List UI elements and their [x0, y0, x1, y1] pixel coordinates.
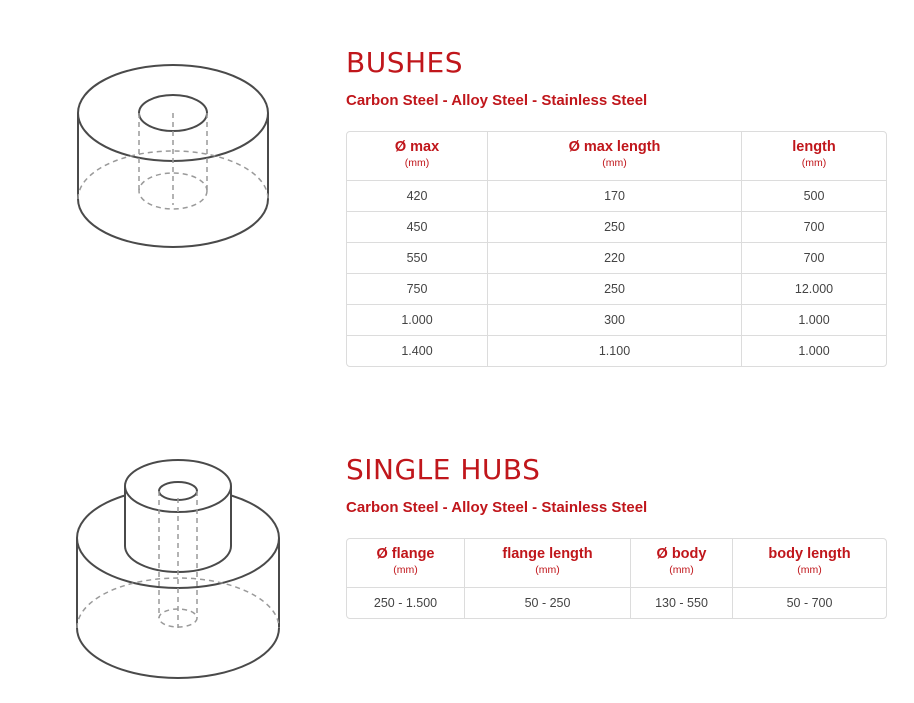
- table-cell: 1.000: [347, 305, 488, 336]
- table-cell: 420: [347, 181, 488, 212]
- table-row: [347, 274, 886, 305]
- single-hubs-table: [346, 538, 887, 619]
- table-cell: 550: [347, 243, 488, 274]
- column-header: Ø flange (mm): [347, 539, 465, 588]
- column-header: length (mm): [742, 132, 886, 181]
- table-cell: 1.000: [742, 305, 886, 336]
- column-header: Ø body (mm): [631, 539, 733, 588]
- table-cell: 50 - 700: [786, 596, 833, 610]
- bushes-subtitle: Carbon Steel - Alloy Steel - Stainless Steel: [346, 92, 648, 109]
- table-cell: 450: [347, 212, 488, 243]
- table-row: [347, 243, 886, 274]
- table-row: [347, 212, 886, 243]
- column-header: body length (mm): [733, 539, 886, 588]
- column-header: Ø max length (mm): [488, 132, 742, 181]
- table-cell: 1.400: [347, 336, 488, 366]
- bushes-title: BUSHES: [346, 46, 463, 79]
- column-header: flange length (mm): [465, 539, 631, 588]
- table-cell: 250 - 1.500: [347, 588, 465, 618]
- table-cell: 130 - 550: [631, 588, 733, 618]
- single-hubs-title: SINGLE HUBS: [346, 453, 541, 486]
- bushes-section: [346, 48, 885, 367]
- table-cell: 700: [742, 212, 886, 243]
- table-cell: 1.000: [798, 344, 830, 358]
- table-cell: 300: [488, 305, 742, 336]
- single-hubs-section: [346, 455, 885, 619]
- table-cell: 500: [742, 181, 886, 212]
- table-cell: 700: [742, 243, 886, 274]
- table-cell: 1.100: [488, 336, 742, 366]
- table-cell: 750: [347, 274, 488, 305]
- table-row: [347, 305, 886, 336]
- single-hub-drawing-icon: [70, 458, 290, 688]
- table-header-row: [347, 539, 886, 588]
- single-hubs-subtitle: Carbon Steel - Alloy Steel - Stainless Steel: [346, 499, 648, 516]
- column-header: Ø max (mm): [347, 132, 488, 181]
- table-row: [347, 181, 886, 212]
- bushes-table: [346, 131, 887, 367]
- table-header-row: [347, 132, 886, 181]
- table-cell: 220: [488, 243, 742, 274]
- table-cell: 12.000: [742, 274, 886, 305]
- table-row: [347, 588, 886, 618]
- table-cell: 250: [488, 274, 742, 305]
- table-row: [347, 336, 886, 366]
- table-cell: 250: [488, 212, 742, 243]
- table-cell: 50 - 250: [465, 588, 631, 618]
- table-cell: 170: [488, 181, 742, 212]
- bush-drawing-icon: [70, 55, 280, 255]
